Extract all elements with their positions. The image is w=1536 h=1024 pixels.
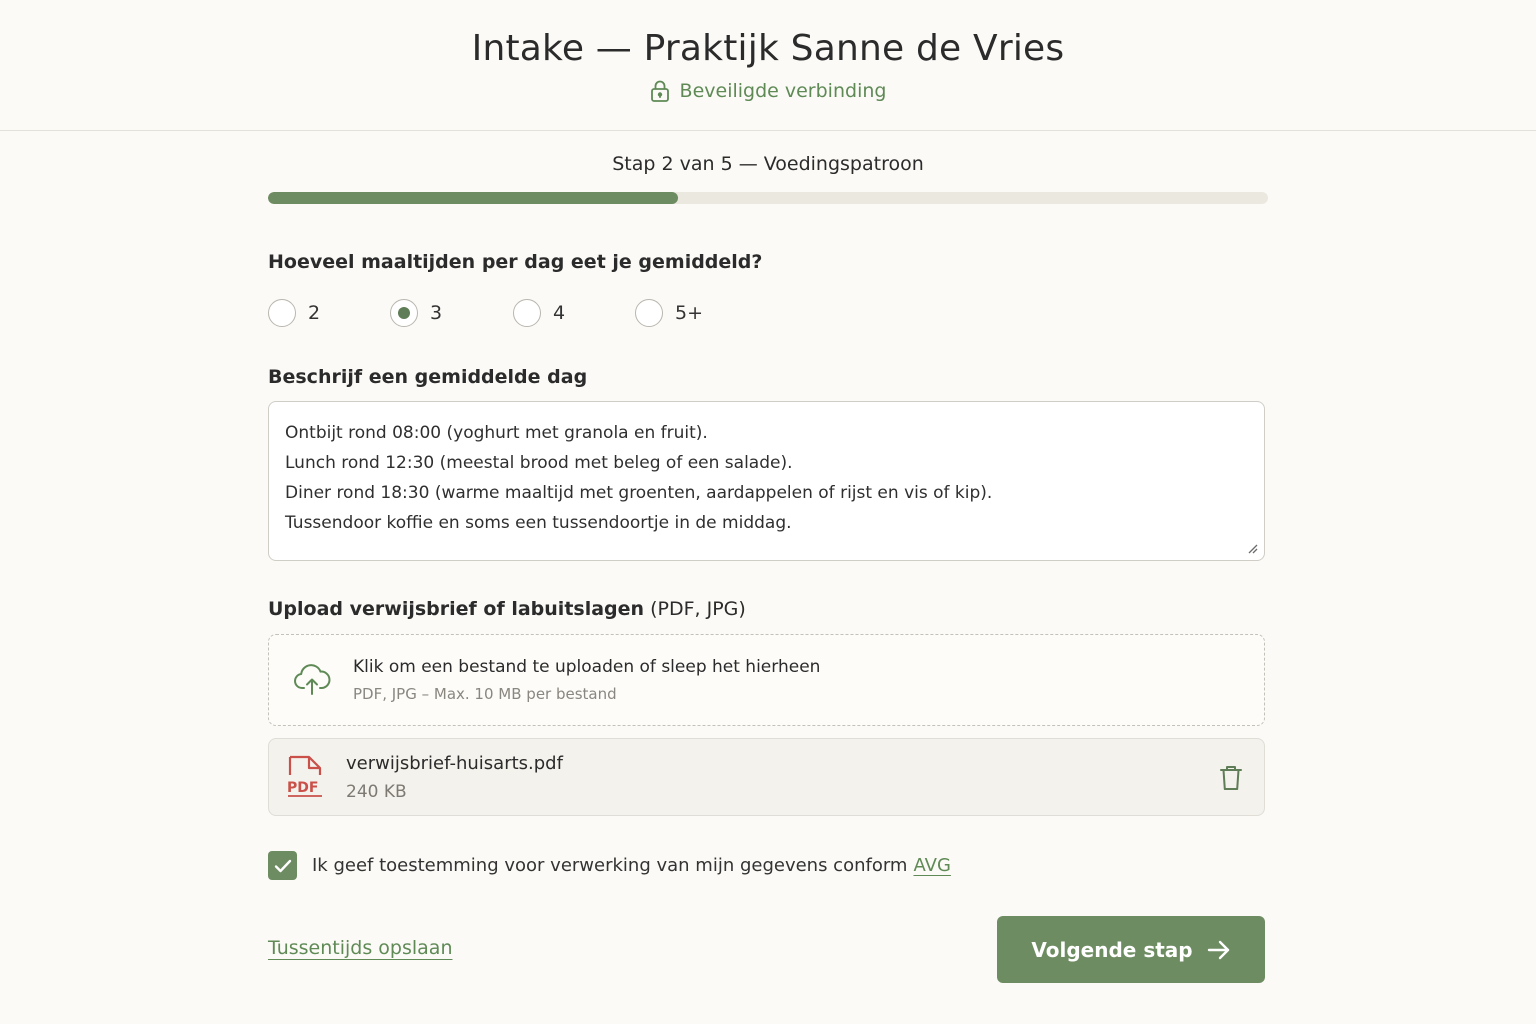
file-size: 240 KB <box>346 782 407 802</box>
trash-icon[interactable] <box>1217 763 1245 793</box>
progress-bar <box>268 192 1268 204</box>
progress-fill <box>268 192 678 204</box>
check-icon <box>274 859 292 873</box>
cloud-upload-icon <box>293 663 331 697</box>
upload-label-main: Upload verwijsbrief of labuitslagen <box>268 598 645 620</box>
radio-label: 3 <box>430 302 443 324</box>
radio-circle[interactable] <box>268 299 296 327</box>
step-indicator: Stap 2 van 5 — Voedingspatroon <box>612 153 924 175</box>
dropzone-instruction: Klik om een bestand te uploaden of sleep het hierheen <box>353 657 821 677</box>
arrow-right-icon <box>1207 939 1231 961</box>
meals-question: Hoeveel maaltijden per dag eet je gemiddeld? <box>268 251 763 273</box>
meals-option-4[interactable] <box>513 299 565 327</box>
meals-option-5plus[interactable] <box>635 299 703 327</box>
radio-label: 4 <box>553 302 566 324</box>
meals-radio-group <box>268 299 768 329</box>
secure-connection-badge <box>0 79 1536 103</box>
radio-circle[interactable] <box>390 299 418 327</box>
next-step-button[interactable] <box>997 916 1265 983</box>
radio-circle[interactable] <box>513 299 541 327</box>
dropzone-limits: PDF, JPG – Max. 10 MB per bestand <box>353 685 617 703</box>
day-description-label: Beschrijf een gemiddelde dag <box>268 366 588 388</box>
pdf-icon-text: PDF <box>287 780 319 796</box>
radio-label: 5+ <box>675 302 704 324</box>
uploaded-file-card <box>268 738 1265 816</box>
consent-label: Ik geef toestemming voor verwerking van mijn gegevens conform <box>312 855 908 876</box>
meals-option-3[interactable] <box>390 299 442 327</box>
day-description-textarea[interactable] <box>268 401 1265 561</box>
avg-link[interactable]: AVG <box>913 855 951 876</box>
consent-checkbox[interactable] <box>268 851 297 880</box>
page-header <box>0 0 1536 131</box>
consent-text <box>312 855 951 876</box>
radio-label: 2 <box>308 302 321 324</box>
file-name: verwijsbrief-huisarts.pdf <box>346 753 563 774</box>
upload-label-formats: (PDF, JPG) <box>650 598 746 620</box>
radio-circle[interactable] <box>635 299 663 327</box>
secure-connection-label: Beveiligde verbinding <box>679 80 887 102</box>
lock-icon <box>650 79 670 103</box>
page-title: Intake — Praktijk Sanne de Vries <box>471 28 1065 69</box>
consent-row <box>268 851 951 880</box>
save-draft-link[interactable]: Tussentijds opslaan <box>268 937 453 959</box>
upload-label <box>268 598 746 620</box>
meals-option-2[interactable] <box>268 299 320 327</box>
file-dropzone[interactable] <box>268 634 1265 726</box>
next-step-label: Volgende stap <box>1031 937 1193 962</box>
resize-grip-icon[interactable] <box>1246 542 1258 554</box>
pdf-file-icon <box>287 755 323 799</box>
